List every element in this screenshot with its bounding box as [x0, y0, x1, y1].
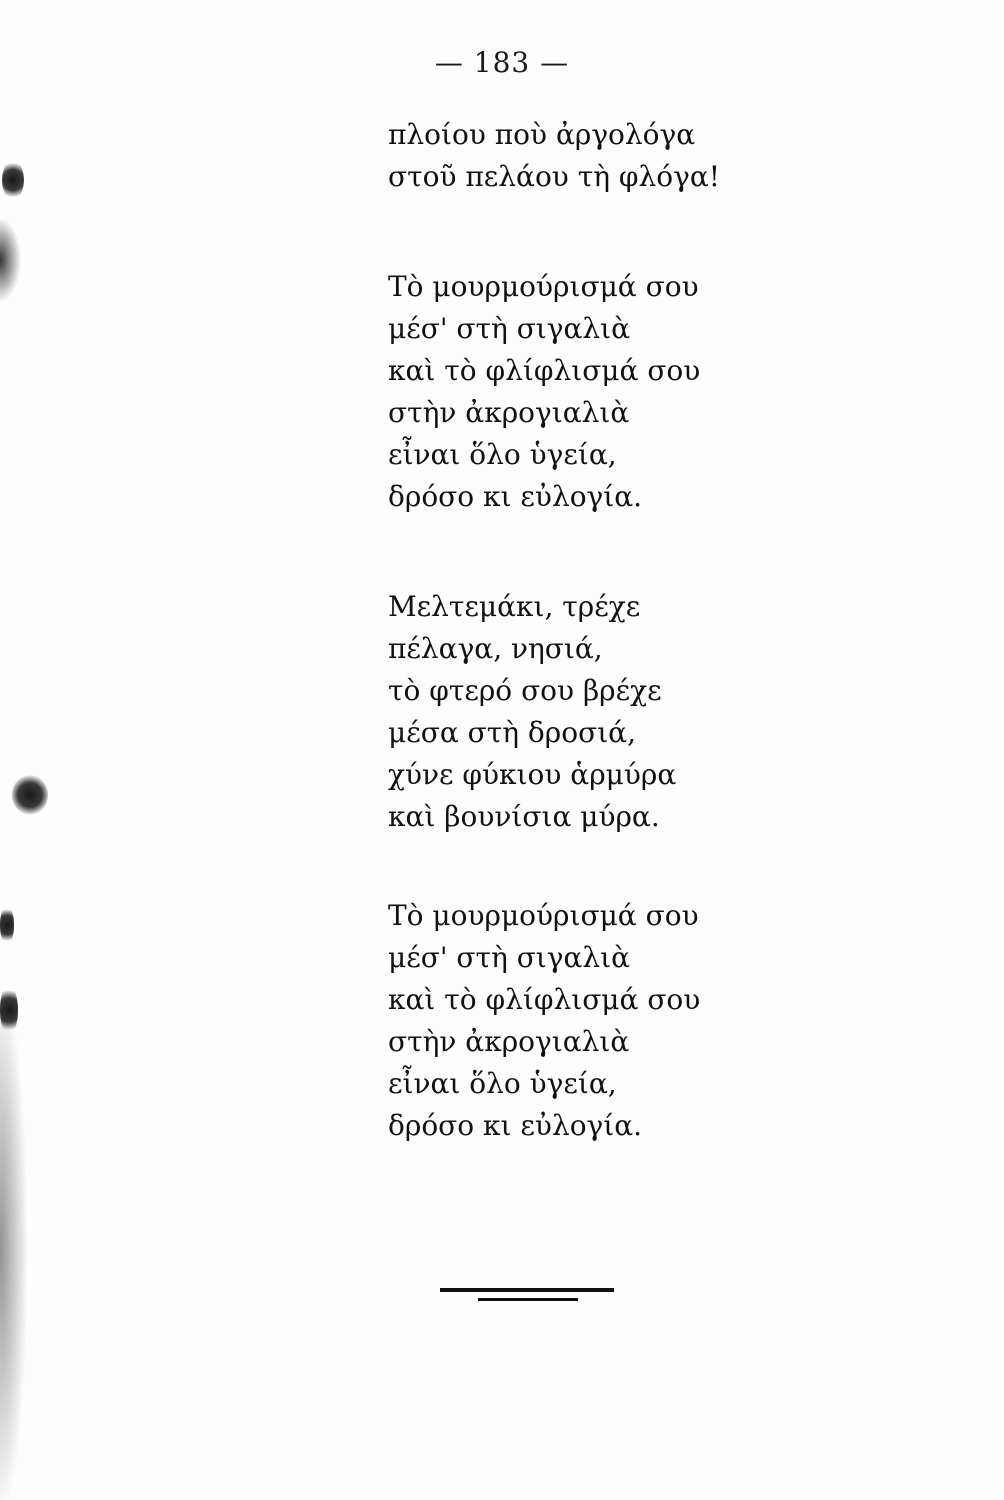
end-rule-lower: [478, 1298, 578, 1301]
ink-spot: [0, 905, 14, 945]
verse-line: εἶναι ὅλο ὑγεία,: [388, 1067, 617, 1100]
page-number: — 183 —: [434, 46, 570, 79]
verse-line: καὶ τὸ φλίφλισμά σου: [388, 983, 701, 1016]
ink-spot: [0, 985, 18, 1035]
stanza-2: [388, 266, 908, 518]
verse-line: στοῦ πελάου τὴ φλόγα!: [388, 160, 720, 193]
stanza-1: [388, 114, 908, 198]
verse-line: τὸ φτερό σου βρέχε: [388, 674, 662, 707]
verse-line: χύνε φύκιου ἁρμύρα: [388, 758, 677, 791]
verse-line: μέσ' στὴ σιγαλιὰ: [388, 312, 631, 345]
verse-line: στὴν ἀκρογιαλιὰ: [388, 396, 630, 429]
end-rule-upper: [440, 1288, 614, 1292]
verse-line: πλοίου ποὺ ἀργολόγα: [388, 118, 696, 151]
stanza-3: [388, 586, 908, 838]
ink-spot: [2, 160, 24, 200]
verse-line: Τὸ μουρμούρισμά σου: [388, 270, 699, 303]
verse-line: πέλαγα, νησιά,: [388, 632, 603, 665]
stanza-4: [388, 895, 908, 1147]
verse-line: μέσα στὴ δροσιά,: [388, 716, 636, 749]
ink-spot: [12, 775, 48, 815]
verse-line: δρόσο κι εὐλογία.: [388, 1109, 643, 1142]
verse-line: Τὸ μουρμούρισμά σου: [388, 899, 699, 932]
verse-line: εἶναι ὅλο ὑγεία,: [388, 438, 617, 471]
verse-line: καὶ τὸ φλίφλισμά σου: [388, 354, 701, 387]
verse-line: δρόσο κι εὐλογία.: [388, 480, 643, 513]
verse-line: μέσ' στὴ σιγαλιὰ: [388, 941, 631, 974]
verse-line: στὴν ἀκρογιαλιὰ: [388, 1025, 630, 1058]
verse-line: καὶ βουνίσια μύρα.: [388, 800, 660, 833]
verse-line: Μελτεμάκι, τρέχε: [388, 590, 641, 623]
